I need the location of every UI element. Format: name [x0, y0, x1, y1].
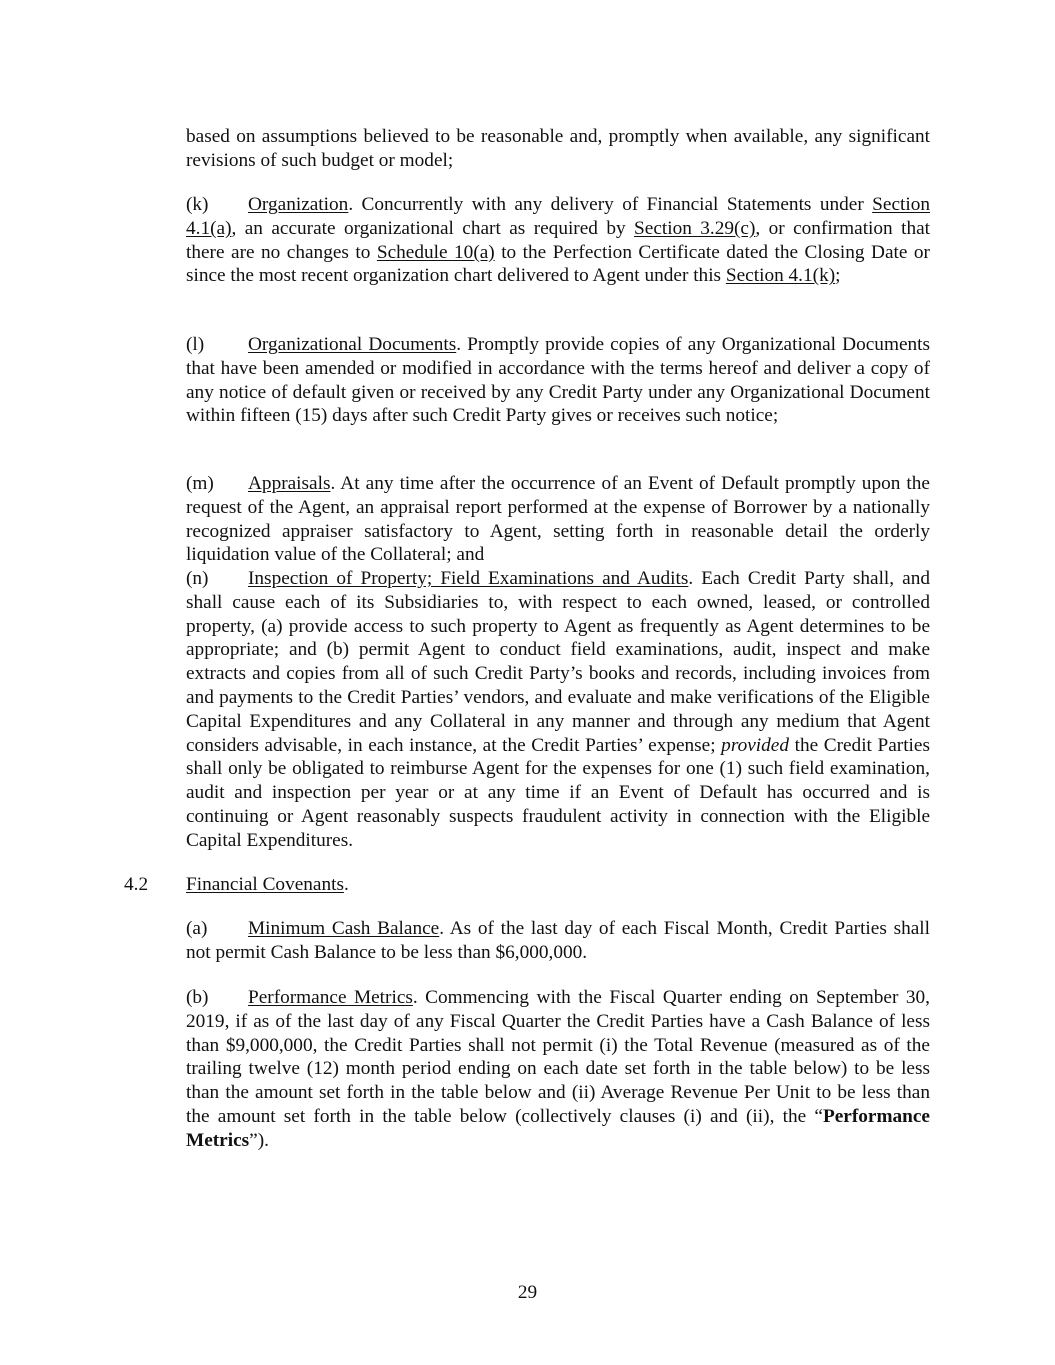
clause-b	[186, 986, 930, 1153]
text: .	[343, 874, 349, 895]
italic-term: provided	[721, 734, 789, 756]
text: , or confirmation that there are no changes to	[186, 217, 931, 263]
defined-term: Performance Metrics	[186, 1105, 930, 1151]
clause-body: . Commencing with the Fiscal Quarter ending on September 30, 2019, if as of the last day of any Fiscal Quarter the Credit Parties have a Cash Balance of less than $9,000,000, the Credit Parties shall not permit (i) the Total Revenue (measured as of the trailing twelve (12) month period ending on each date set forth in the table below) to be less than the amount set forth in the table below and (ii) Average Revenue Per Unit to be less than the amount set forth in the table below (collectively clauses (i) and (ii), the	[186, 987, 930, 1127]
text: ;	[835, 265, 841, 287]
clause-body: . Each Credit Party shall, and shall cause each of its Subsidiaries to, with respect to each owned, leased, or controlled property, (a) provide access to such property to Agent as frequently as Agent determines to be appropriate; and (b) permit Agent to conduct field examinations, audit, inspect and make extracts and copies from all of such Credit Party’s books and records, including invoices from and payments to the Credit Parties’ vendors, and evaluate and make verifications of the Eligible Capital Expenditures and any Collateral in any manner and through any medium that Agent considers advisable, in each instance, at the Credit Parties’ expense;	[186, 568, 931, 756]
clause-heading: Organization	[248, 194, 349, 215]
clause-body: . Promptly provide copies of any Organizational Documents that have been amended or modified in accordance with the terms hereof and deliver a copy of any notice of default given or received by any Credit Party under any Organizational Document within fifteen (15) days after such Credit Party gives or receives such notice;	[186, 334, 931, 427]
clause-label: (m)	[186, 473, 214, 494]
clause-n	[186, 567, 930, 853]
clause-heading: Minimum Cash Balance	[248, 918, 440, 939]
cross-reference: Section 4.1(a)	[186, 194, 930, 239]
clause-l	[186, 333, 930, 428]
cross-reference: Section 3.29(c)	[634, 217, 756, 239]
clause-heading: Organizational Documents	[248, 334, 457, 355]
text: “	[814, 1105, 823, 1127]
text: ”).	[249, 1129, 269, 1151]
cross-reference: Schedule 10(a)	[376, 241, 495, 263]
clause-body: . As of the last day of each Fiscal Month, Credit Parties shall not permit Cash Balance to be less than $6,000,000.	[186, 918, 930, 963]
clause-k	[186, 193, 930, 288]
clause-a	[186, 917, 930, 965]
section-title: Financial Covenants	[186, 874, 344, 895]
clause-label: (k)	[186, 194, 209, 215]
clause-label: (n)	[186, 568, 209, 589]
clause-label: (b)	[186, 987, 209, 1008]
clause-heading: Performance Metrics	[248, 987, 413, 1008]
clause-label: (a)	[186, 918, 208, 939]
clause-m	[186, 472, 930, 567]
section-number: 4.2	[124, 874, 149, 895]
clause-heading: Inspection of Property; Field Examinations and Audits	[248, 568, 689, 589]
section-heading	[124, 873, 349, 897]
intro-paragraph: based on assumptions believed to be reasonable and, promptly when available, any significant revisions of such budget or model;	[186, 126, 930, 171]
clause-heading: Appraisals	[248, 473, 331, 494]
text: to the Perfection Certificate dated the Closing Date or since the most recent organization chart delivered to Agent under this	[186, 241, 930, 287]
text: . Concurrently with any delivery of Financial Statements under	[348, 194, 873, 215]
clause-label: (l)	[186, 334, 205, 355]
text: , an accurate organizational chart as required by	[231, 217, 635, 239]
cross-reference: Section 4.1(k)	[725, 265, 836, 287]
clause-body: the Credit Parties shall only be obligated to reimburse Agent for the expenses for one (1) such field examination, audit and inspection per year or at any time if an Event of Default has occurred and is continuing or Agent reasonably suspects fraudulent activity in connection with the Eligible Capital Expenditures.	[186, 734, 930, 851]
page-number: 29	[517, 1282, 538, 1303]
clause-body: . At any time after the occurrence of an Event of Default promptly upon the request of the Agent, an appraisal report performed at the expense of Borrower by a nationally recognized appraiser satisfactory to Agent, setting forth in reasonable detail the orderly liquidation value of the Collateral; and	[186, 473, 930, 566]
